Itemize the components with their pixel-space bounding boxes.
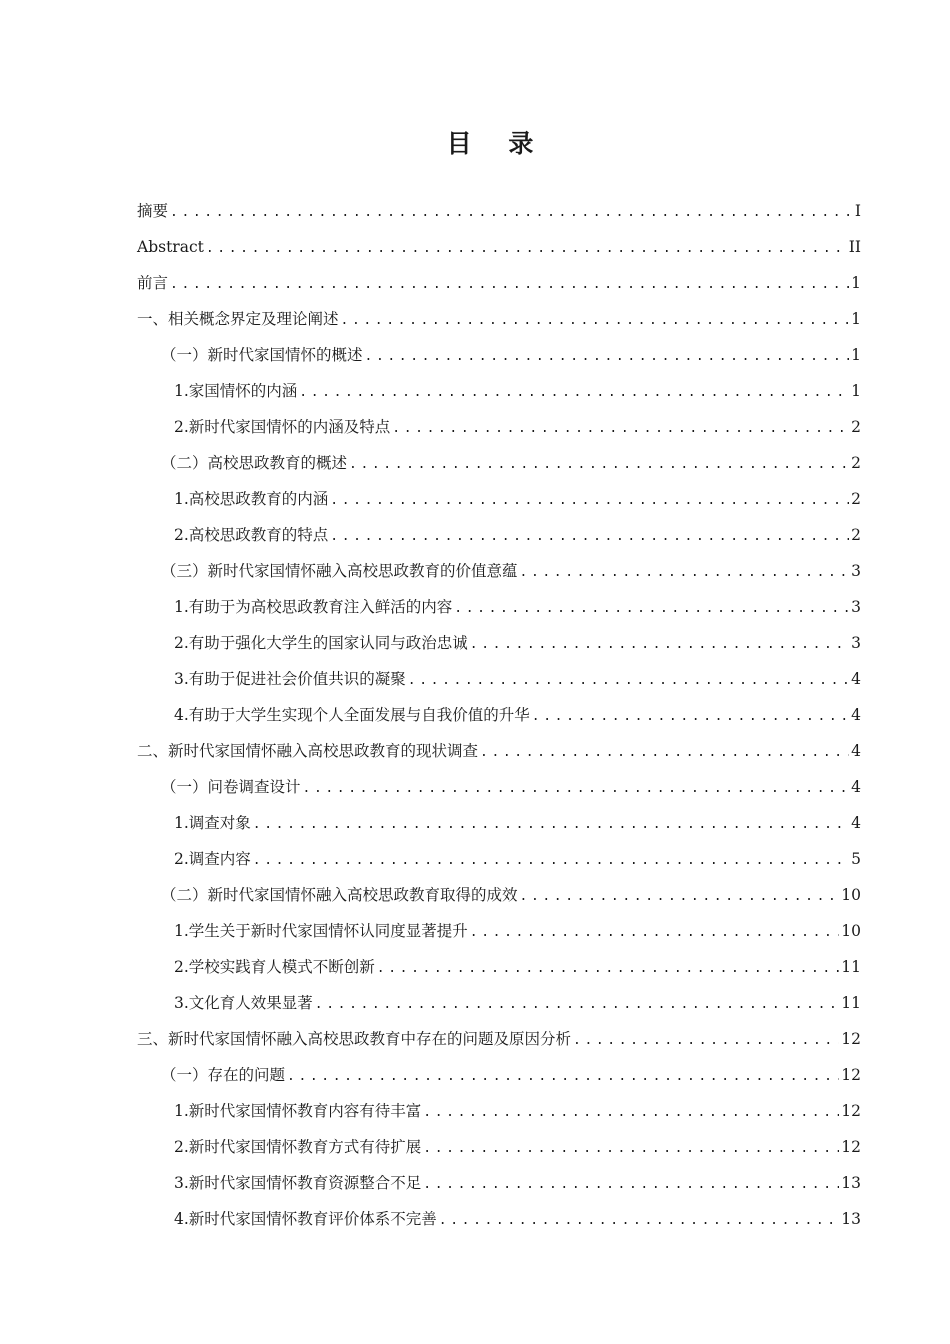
toc-dot-leader: [206, 231, 847, 267]
toc-entry-title: （二）新时代家国情怀融入高校思政教育取得的成效: [161, 886, 518, 904]
toc-list: [137, 193, 861, 1237]
toc-entry-title: 4.有助于大学生实现个人全面发展与自我价值的升华: [174, 706, 530, 724]
toc-page-number: 4: [851, 742, 861, 760]
toc-page-number: 10: [841, 886, 861, 904]
toc-page-number: 5: [851, 850, 861, 868]
toc-entry-title: 3.有助于促进社会价值共识的凝聚: [174, 670, 406, 688]
toc-entry-title: 1.学生关于新时代家国情怀认同度显著提升: [174, 922, 468, 940]
toc-dot-leader: [341, 303, 850, 339]
toc-entry[interactable]: [137, 805, 861, 841]
toc-dot-leader: [439, 1203, 839, 1239]
toc-entry[interactable]: [137, 1057, 861, 1093]
toc-entry[interactable]: [137, 373, 861, 409]
toc-entry-title: （一）存在的问题: [161, 1066, 286, 1084]
toc-entry-title: 1.高校思政教育的内涵: [174, 490, 329, 508]
toc-dot-leader: [520, 555, 850, 591]
toc-entry-title: 2.新时代家国情怀教育方式有待扩展: [174, 1138, 422, 1156]
toc-dot-leader: [170, 195, 851, 231]
toc-page-number: 4: [851, 706, 861, 724]
toc-dot-leader: [408, 663, 849, 699]
toc-dot-leader: [253, 807, 849, 843]
toc-dot-leader: [349, 447, 849, 483]
toc-entry[interactable]: [137, 301, 861, 337]
toc-page-number: 3: [851, 634, 861, 652]
toc-entry-title: 2.新时代家国情怀的内涵及特点: [174, 418, 391, 436]
toc-entry[interactable]: [137, 769, 861, 805]
toc-page-number: 12: [841, 1138, 861, 1156]
toc-entry-title: 2.高校思政教育的特点: [174, 526, 329, 544]
toc-entry-title: 1.有助于为高校思政教育注入鲜活的内容: [174, 598, 453, 616]
toc-page-number: 2: [851, 418, 861, 436]
toc-page-number: II: [848, 238, 861, 256]
toc-entry-title: （一）新时代家国情怀的概述: [161, 346, 363, 364]
toc-dot-leader: [520, 879, 840, 915]
toc-dot-leader: [170, 267, 849, 303]
toc-dot-leader: [253, 843, 849, 879]
toc-page-number: 12: [841, 1030, 861, 1048]
toc-entry[interactable]: [137, 733, 861, 769]
toc-entry[interactable]: [137, 877, 861, 913]
toc-entry-title: 1.家国情怀的内涵: [174, 382, 298, 400]
toc-page-number: 3: [851, 562, 861, 580]
toc-entry[interactable]: [137, 661, 861, 697]
toc-dot-leader: [470, 627, 849, 663]
toc-entry[interactable]: [137, 337, 861, 373]
toc-dot-leader: [423, 1095, 839, 1131]
toc-page-number: 3: [851, 598, 861, 616]
toc-entry-title: （一）问卷调查设计: [161, 778, 301, 796]
toc-page-number: 13: [841, 1174, 861, 1192]
toc-dot-leader: [330, 483, 849, 519]
toc-page-number: 4: [851, 814, 861, 832]
toc-page-number: 10: [841, 922, 861, 940]
toc-entry-title: 2.调查内容: [174, 850, 251, 868]
toc-dot-leader: [299, 375, 849, 411]
toc-entry-title: 2.学校实践育人模式不断创新: [174, 958, 375, 976]
toc-entry-title: 三、新时代家国情怀融入高校思政教育中存在的问题及原因分析: [137, 1030, 572, 1048]
toc-dot-leader: [315, 987, 839, 1023]
toc-dot-leader: [454, 591, 849, 627]
toc-entry-title: 3.文化育人效果显著: [174, 994, 313, 1012]
toc-entry[interactable]: [137, 697, 861, 733]
toc-entry-title: 1.调查对象: [174, 814, 251, 832]
toc-page-number: 11: [841, 994, 861, 1012]
toc-entry[interactable]: [137, 265, 861, 301]
toc-dot-leader: [392, 411, 849, 447]
toc-page-number: 1: [851, 382, 861, 400]
toc-dot-leader: [330, 519, 849, 555]
toc-entry-title: 3.新时代家国情怀教育资源整合不足: [174, 1174, 422, 1192]
toc-entry-title: 一、相关概念界定及理论阐述: [137, 310, 339, 328]
toc-entry[interactable]: [137, 481, 861, 517]
toc-page-number: 4: [851, 778, 861, 796]
toc-entry[interactable]: [137, 445, 861, 481]
toc-dot-leader: [423, 1167, 839, 1203]
toc-entry[interactable]: [137, 193, 861, 229]
toc-entry[interactable]: [137, 1021, 861, 1057]
toc-dot-leader: [423, 1131, 839, 1167]
toc-entry[interactable]: [137, 229, 861, 265]
toc-entry-title: 摘要: [137, 202, 169, 220]
toc-entry-title: （二）高校思政教育的概述: [161, 454, 348, 472]
toc-page-number: 2: [851, 490, 861, 508]
toc-entry[interactable]: [137, 949, 861, 985]
toc-entry[interactable]: [137, 1129, 861, 1165]
toc-entry[interactable]: [137, 517, 861, 553]
toc-page-number: 12: [841, 1066, 861, 1084]
toc-dot-leader: [532, 699, 849, 735]
toc-entry-title: 1.新时代家国情怀教育内容有待丰富: [174, 1102, 422, 1120]
toc-entry[interactable]: [137, 553, 861, 589]
toc-entry-title: 前言: [137, 274, 169, 292]
toc-entry[interactable]: [137, 985, 861, 1021]
toc-dot-leader: [573, 1023, 839, 1059]
toc-page-number: 11: [841, 958, 861, 976]
toc-entry-title: 二、新时代家国情怀融入高校思政教育的现状调查: [137, 742, 479, 760]
toc-entry[interactable]: [137, 1165, 861, 1201]
toc-entry-title: 4.新时代家国情怀教育评价体系不完善: [174, 1210, 437, 1228]
toc-dot-leader: [287, 1059, 839, 1095]
toc-page-number: 4: [851, 670, 861, 688]
toc-entry[interactable]: [137, 589, 861, 625]
toc-dot-leader: [480, 735, 849, 771]
toc-entry[interactable]: [137, 409, 861, 445]
toc-page-number: 13: [841, 1210, 861, 1228]
toc-entry-title: Abstract: [137, 238, 204, 256]
toc-page-number: 12: [841, 1102, 861, 1120]
toc-entry[interactable]: [137, 841, 861, 877]
toc-dot-leader: [470, 915, 839, 951]
toc-dot-leader: [303, 771, 850, 807]
page-title: 目 录: [446, 129, 548, 158]
toc-entry-title: 2.有助于强化大学生的国家认同与政治忠诚: [174, 634, 468, 652]
toc-dot-leader: [365, 339, 850, 375]
toc-entry-title: （三）新时代家国情怀融入高校思政教育的价值意蕴: [161, 562, 518, 580]
toc-entry[interactable]: [137, 1093, 861, 1129]
toc-entry[interactable]: [137, 625, 861, 661]
toc-dot-leader: [377, 951, 839, 987]
toc-page-number: 2: [851, 454, 861, 472]
toc-page-number: 1: [851, 310, 861, 328]
toc-entry[interactable]: [137, 1201, 861, 1237]
toc-page-number: 1: [851, 274, 861, 292]
toc-entry[interactable]: [137, 913, 861, 949]
toc-page-number: 1: [851, 346, 861, 364]
toc-page-number: I: [854, 202, 861, 220]
toc-page-number: 2: [851, 526, 861, 544]
